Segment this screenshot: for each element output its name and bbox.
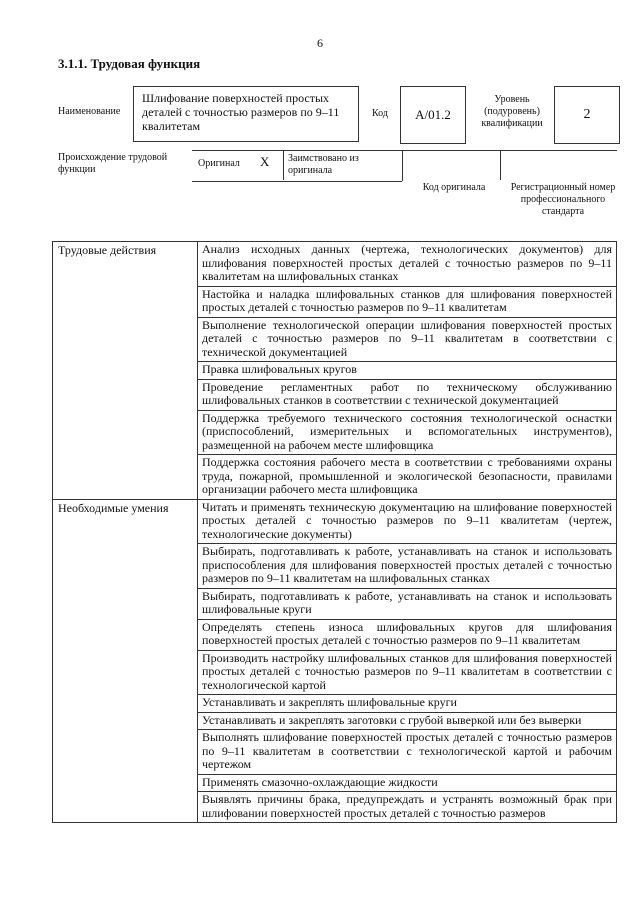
origin-label: Происхождение трудовой функции — [58, 152, 168, 175]
registration-number-label: Регистрационный номер профессионального стандарта — [510, 182, 616, 217]
section-item: Выбирать, подготавливать к работе, устанавливать на станок и использовать приспособления для шлифования поверхностей простых деталей с точностью размеров по 9–11 квалитетам на шлифовальных станках — [198, 544, 617, 589]
section-item: Выбирать, подготавливать к работе, устанавливать на станок и использовать шлифовальные круги — [198, 588, 617, 619]
section-item: Устанавливать и закреплять заготовки с грубой выверкой или без выверки — [198, 712, 617, 730]
page-number: 6 — [317, 36, 323, 50]
section-item: Применять смазочно-охлаждающие жидкости — [198, 774, 617, 792]
labor-function-table — [52, 241, 617, 823]
origin-code-divider — [500, 150, 501, 180]
section-item: Правка шлифовальных кругов — [198, 362, 617, 380]
qualification-level-box: 2 — [554, 86, 620, 144]
section-item: Проведение регламентных работ по техническому обслуживанию шлифовальных станков в соответствии с технической документацией — [198, 379, 617, 410]
name-label: Наименование — [58, 106, 121, 117]
function-name-box: Шлифование поверхностей простых деталей с точностью размеров по 9–11 квалитетам — [133, 86, 359, 142]
origin-code-box — [402, 150, 617, 181]
section-item: Производить настройку шлифовальных станков для шлифования поверхностей простых деталей с точностью размеров по 9–11 квалитетам в соответствии с технологической картой — [198, 650, 617, 695]
borrowed-label: Заимствовано из оригинала — [288, 153, 359, 176]
section-heading: 3.1.1. Трудовая функция — [58, 56, 201, 71]
qualification-level-label: Уровень (подуровень) квалификации — [481, 94, 543, 129]
original-mark: X — [260, 154, 270, 169]
table-row — [53, 242, 617, 287]
original-code-label: Код оригинала — [422, 182, 486, 193]
section-item: Поддержка требуемого технического состояния технологической оснастки (приспособлений, измерительных и вспомогательных инструментов), размещенной на рабочем месте шлифовщика — [198, 410, 617, 455]
function-code-box: А/01.2 — [400, 86, 466, 144]
section-item: Устанавливать и закреплять шлифовальные круги — [198, 695, 617, 713]
section-item: Определять степень износа шлифовальных кругов для шлифования поверхностей простых деталей с точностью размеров по 9–11 квалитетам — [198, 619, 617, 650]
table-row — [53, 499, 617, 544]
section-item: Читать и применять техническую документацию на шлифование поверхностей простых деталей с точностью размеров по 9–11 квалитетам (чертеж, технологические документы) — [198, 499, 617, 544]
section-item: Выполнять шлифование поверхностей простых деталей с точностью размеров по 9–11 квалитетам в соответствии с технологической картой и рабочим чертежом — [198, 730, 617, 775]
section-item: Поддержка состояния рабочего места в соответствии с требованиями охраны труда, пожарной, промышленной и экологической безопасности, правилами организации рабочего места шлифовщика — [198, 455, 617, 500]
section-title: Трудовые действия — [53, 242, 198, 500]
section-title: Необходимые умения — [53, 499, 198, 823]
code-label: Код — [372, 108, 388, 119]
section-item: Выявлять причины брака, предупреждать и устранять возможный брак при шлифовании поверхностей простых деталей с точностью размеров — [198, 792, 617, 823]
original-label: Оригинал — [198, 158, 240, 169]
section-item: Настойка и наладка шлифовальных станков для шлифования поверхностей простых деталей с точностью размеров по 9–11 квалитетам — [198, 286, 617, 317]
section-item: Анализ исходных данных (чертежа, технологических документов) для шлифования поверхностей простых деталей с точностью размеров по 9–11 квалитетам на шлифовальных станках — [198, 242, 617, 287]
origin-divider — [283, 150, 284, 180]
section-item: Выполнение технологической операции шлифования поверхностей простых деталей с точностью размеров по 9–11 квалитетам в соответствии с технической документацией — [198, 317, 617, 362]
